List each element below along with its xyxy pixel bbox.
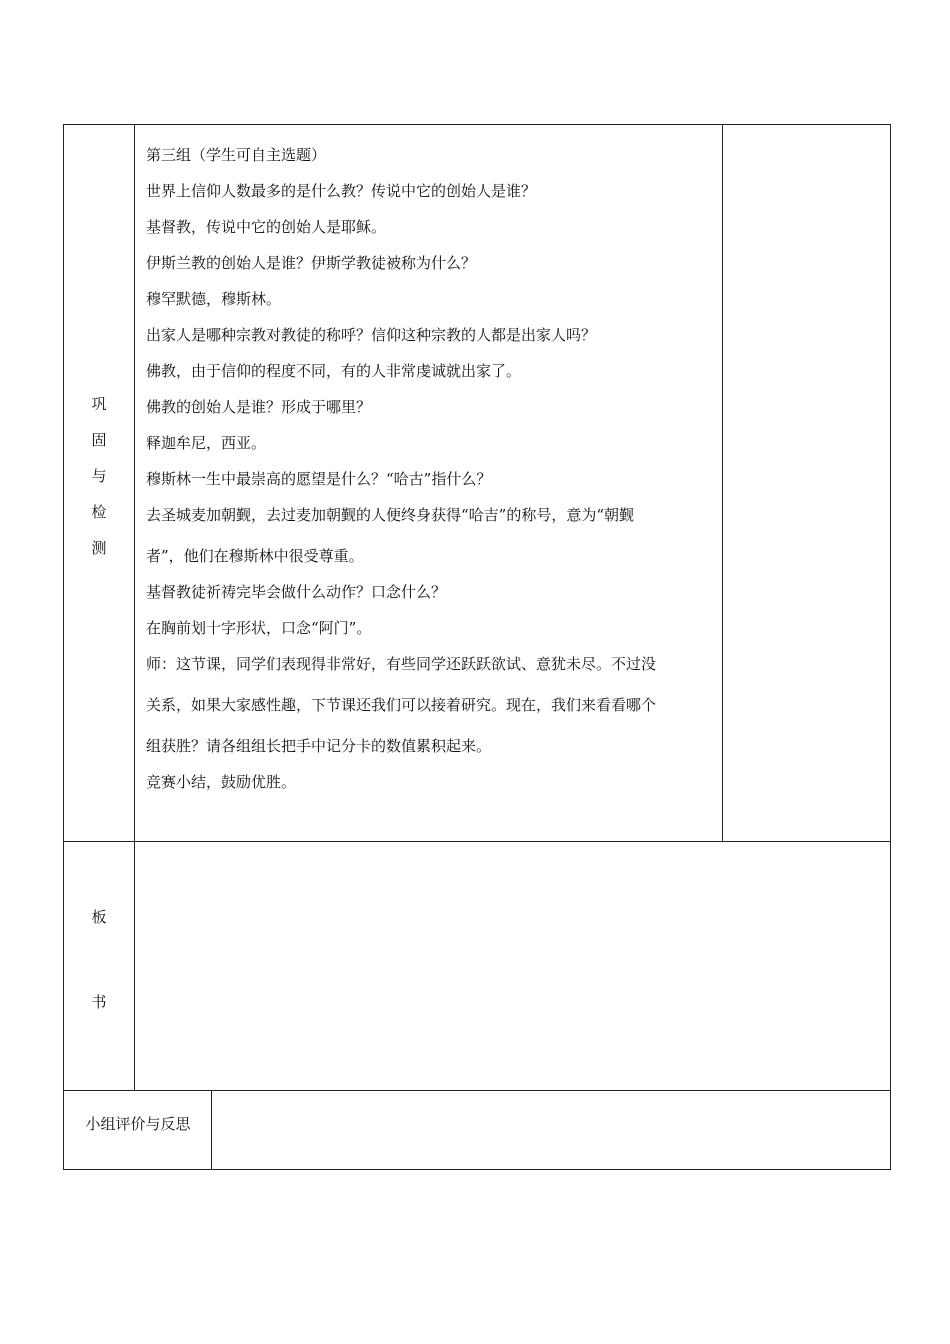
content-line: 者”，他们在穆斯林中很受尊重。 — [146, 547, 364, 565]
content-line: 去圣城麦加朝觐，去过麦加朝觐的人便终身获得“哈吉”的称号，意为“朝觐 — [146, 506, 635, 524]
consolidate-label-char-2: 固 — [91, 431, 107, 449]
row-divider-evaluation — [63, 1090, 891, 1091]
content-line: 第三组（学生可自主选题） — [146, 146, 327, 164]
content-line: 竞赛小结，鼓励优胜。 — [146, 773, 297, 791]
notes-column-divider — [722, 124, 723, 841]
label-column-divider — [134, 124, 135, 1090]
table-border-left — [63, 124, 64, 1170]
board-label-char-2: 书 — [91, 993, 107, 1011]
content-line: 世界上信仰人数最多的是什么教？传说中它的创始人是谁？ — [146, 182, 537, 200]
consolidate-content — [146, 142, 716, 805]
consolidate-label-char-5: 测 — [91, 539, 107, 557]
consolidate-label-char-3: 与 — [91, 467, 107, 485]
content-line: 关系，如果大家感性趣，下节课还我们可以接着研究。现在，我们来看看哪个 — [146, 696, 657, 714]
content-line: 穆罕默德，穆斯林。 — [146, 290, 282, 308]
content-line: 佛教的创始人是谁？形成于哪里？ — [146, 398, 372, 416]
content-line: 基督教徒祈祷完毕会做什么动作？口念什么？ — [146, 583, 447, 601]
table-border-bottom — [63, 1169, 891, 1170]
content-line: 佛教，由于信仰的程度不同，有的人非常虔诚就出家了。 — [146, 362, 522, 380]
board-label-char-1: 板 — [91, 908, 107, 926]
content-line: 组获胜？请各组组长把手中记分卡的数值累积起来。 — [146, 737, 492, 755]
table-border-right — [890, 124, 891, 1170]
consolidate-label-char-4: 检 — [91, 503, 107, 521]
content-line: 在胸前划十字形状，口念“阿门”。 — [146, 619, 372, 637]
evaluation-label: 小组评价与反思 — [85, 1115, 191, 1133]
content-line: 穆斯林一生中最崇高的愿望是什么？“哈古”指什么？ — [146, 470, 492, 488]
row-divider-board — [63, 841, 891, 842]
content-line: 基督教，传说中它的创始人是耶稣。 — [146, 218, 387, 236]
content-line: 出家人是哪种宗教对教徒的称呼？信仰这种宗教的人都是出家人吗？ — [146, 326, 597, 344]
table-border-top — [63, 124, 891, 125]
content-line: 师：这节课，同学们表现得非常好，有些同学还跃跃欲试、意犹未尽。不过没 — [146, 655, 657, 673]
content-line: 释迦牟尼，西亚。 — [146, 434, 267, 452]
content-line: 伊斯兰教的创始人是谁？伊斯学教徒被称为什么？ — [146, 254, 477, 272]
consolidate-label-char-1: 巩 — [91, 395, 107, 413]
